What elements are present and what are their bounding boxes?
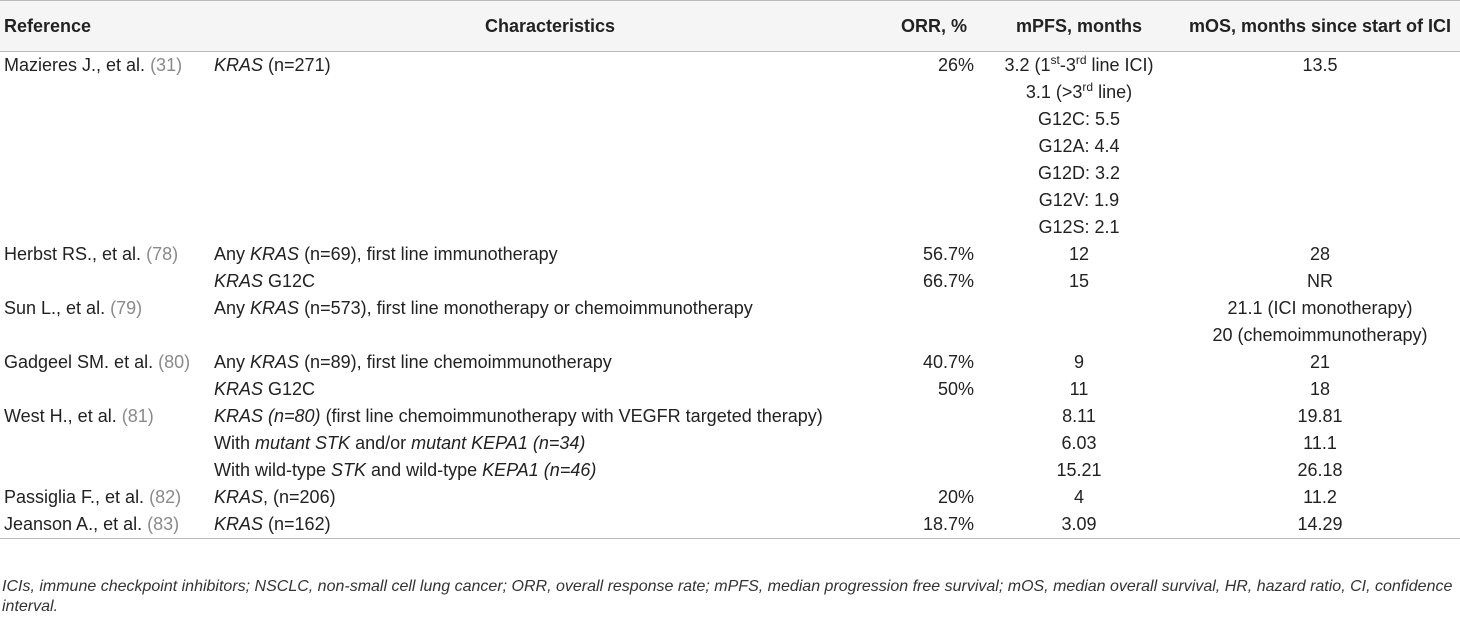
reference-author: Gadgeel SM. et al.	[4, 352, 154, 372]
cell-reference	[0, 376, 210, 403]
characteristics-text: (first line chemoimmunotherapy with VEGFR targeted therapy)	[320, 406, 823, 426]
cell-mos	[1180, 484, 1460, 511]
characteristics-text: With wild-type	[214, 460, 332, 480]
cell-orr: 18.7%	[890, 511, 978, 539]
mpfs-text: 9	[1073, 352, 1084, 372]
characteristics-text: G12C	[263, 271, 316, 291]
cell-characteristics	[210, 376, 890, 403]
table-row	[0, 403, 1460, 430]
mos-line: 18	[1309, 379, 1331, 399]
characteristics-text: KEPA1 (n=46)	[482, 460, 597, 480]
mpfs-text: 4	[1073, 487, 1084, 507]
cell-mos	[1180, 241, 1460, 268]
cell-mpfs	[978, 430, 1180, 457]
cell-mpfs	[978, 376, 1180, 403]
cell-reference	[0, 430, 210, 457]
mos-line: 19.81	[1297, 406, 1343, 426]
characteristics-text: G12C	[263, 379, 316, 399]
table-row	[0, 295, 1460, 349]
mpfs-text: G12D: 3.2	[1037, 163, 1121, 183]
characteristics-text: mutant STK	[255, 433, 351, 453]
mpfs-text: 11	[1069, 379, 1089, 399]
citation-link[interactable]: (82)	[149, 487, 182, 507]
mpfs-text: 3.2 (1	[1004, 55, 1051, 75]
cell-orr: 56.7%	[922, 244, 974, 264]
mos-line: 28	[1309, 244, 1331, 264]
mpfs-text: G12S: 2.1	[1038, 217, 1120, 237]
cell-characteristics	[210, 430, 890, 457]
cell-mpfs	[978, 457, 1180, 484]
cell-characteristics	[210, 403, 890, 430]
cell-characteristics	[210, 457, 890, 484]
mpfs-text: 3.09	[1061, 514, 1097, 534]
cell-orr: 20%	[937, 487, 974, 507]
characteristics-text: KRAS (n=80)	[214, 406, 321, 426]
cell-mos	[1180, 268, 1460, 295]
cell-orr	[890, 403, 978, 430]
mpfs-line	[982, 430, 1176, 457]
table-body	[0, 52, 1460, 539]
citation-link[interactable]: (80)	[158, 352, 191, 372]
cell-mpfs	[978, 295, 1180, 349]
citation-link[interactable]: (81)	[121, 406, 154, 426]
cell-characteristics	[210, 484, 890, 511]
characteristics-text: With	[214, 433, 256, 453]
table-footnote: ICIs, immune checkpoint inhibitors; NSCLC, non-small cell lung cancer; ORR, overall response rate; mPFS, median progression free survival; mOS, median overall survival, HR, hazard ratio, CI, confidence interval.	[2, 578, 1453, 615]
table-row	[0, 52, 1460, 242]
superscript: rd	[1082, 80, 1094, 94]
cell-orr	[890, 295, 978, 349]
mos-line: 21.1 (ICI monotherapy)	[1227, 298, 1413, 318]
mpfs-line	[982, 160, 1176, 187]
mos-line: 13.5	[1302, 55, 1338, 75]
reference-author: Herbst RS., et al.	[4, 244, 142, 264]
header-orr: ORR, %	[890, 1, 978, 52]
mos-line: 14.29	[1297, 514, 1343, 534]
characteristics-text: KRAS	[250, 352, 300, 372]
characteristics-text: KRAS	[250, 244, 300, 264]
mpfs-text: G12A: 4.4	[1038, 136, 1120, 156]
characteristics-text: KRAS	[214, 487, 264, 507]
cell-mpfs	[978, 52, 1180, 242]
header-mpfs: mPFS, months	[978, 1, 1180, 52]
mpfs-text: 3.1 (>3	[1025, 82, 1083, 102]
cell-mos	[1180, 376, 1460, 403]
characteristics-text: (n=89), first line chemoimmunotherapy	[299, 352, 612, 372]
cell-mos	[1180, 457, 1460, 484]
table-header-row	[0, 1, 1460, 52]
mpfs-line	[982, 106, 1176, 133]
cell-characteristics	[210, 349, 890, 376]
mpfs-line	[982, 52, 1176, 79]
table-row	[0, 484, 1460, 511]
cell-reference	[0, 52, 210, 242]
table-row	[0, 376, 1460, 403]
table-row	[0, 457, 1460, 484]
characteristics-text: (n=69), first line immunotherapy	[299, 244, 558, 264]
cell-reference	[0, 511, 210, 539]
cell-reference	[0, 295, 210, 349]
cell-orr: 50%	[937, 379, 974, 399]
characteristics-text: Any	[214, 244, 251, 264]
characteristics-text: Any	[214, 352, 251, 372]
cell-mpfs	[978, 349, 1180, 376]
header-characteristics: Characteristics	[210, 1, 890, 52]
characteristics-text: (n=271)	[263, 55, 331, 75]
citation-link[interactable]: (31)	[150, 55, 183, 75]
mpfs-text: G12V: 1.9	[1038, 190, 1120, 210]
cell-mos	[1180, 52, 1460, 242]
mpfs-line	[982, 241, 1176, 268]
mpfs-text: 6.03	[1061, 433, 1097, 453]
mpfs-line	[982, 268, 1176, 295]
characteristics-text: KRAS	[250, 298, 300, 318]
cell-orr	[890, 430, 978, 457]
mpfs-text: 8.11	[1062, 406, 1096, 426]
mpfs-text: -3	[1059, 55, 1076, 75]
citation-link[interactable]: (83)	[147, 514, 180, 534]
cell-orr: 26%	[937, 55, 974, 75]
characteristics-text: (n=573), first line monotherapy or chemoimmunotherapy	[299, 298, 753, 318]
characteristics-text: (n=162)	[263, 514, 331, 534]
characteristics-text: , (n=206)	[263, 487, 336, 507]
superscript: st	[1050, 53, 1060, 67]
cell-orr: 66.7%	[922, 271, 974, 291]
cell-orr: 40.7%	[922, 352, 974, 372]
mos-line: 20 (chemoimmunotherapy)	[1212, 325, 1428, 345]
reference-author: Jeanson A., et al.	[4, 514, 143, 534]
characteristics-text: KRAS	[214, 271, 264, 291]
mpfs-text: 15	[1068, 271, 1090, 291]
cell-reference	[0, 457, 210, 484]
cell-reference	[0, 268, 210, 295]
header-mos: mOS, months since start of ICI	[1180, 1, 1460, 52]
characteristics-text: mutant KEPA1 (n=34)	[411, 433, 586, 453]
reference-author: West H., et al.	[4, 406, 117, 426]
header-reference: Reference	[0, 1, 210, 52]
cell-characteristics	[210, 295, 890, 349]
cell-reference	[0, 241, 210, 268]
characteristics-text: KRAS	[214, 514, 264, 534]
cell-mpfs	[978, 511, 1180, 539]
cell-orr	[890, 457, 978, 484]
mpfs-text: G12C: 5.5	[1037, 109, 1121, 129]
cell-mos	[1180, 511, 1460, 539]
mpfs-line	[982, 214, 1176, 241]
mpfs-line	[982, 376, 1176, 403]
superscript: rd	[1075, 53, 1087, 67]
cell-mos	[1180, 403, 1460, 430]
mpfs-text: line ICI)	[1086, 55, 1154, 75]
cell-reference	[0, 403, 210, 430]
cell-characteristics	[210, 241, 890, 268]
mpfs-text: line)	[1093, 82, 1133, 102]
mpfs-text: 12	[1068, 244, 1090, 264]
cell-mos	[1180, 430, 1460, 457]
mos-line: NR	[1307, 271, 1333, 291]
cell-mpfs	[978, 268, 1180, 295]
cell-characteristics	[210, 511, 890, 539]
characteristics-text: KRAS	[214, 379, 264, 399]
characteristics-text: STK	[331, 460, 367, 480]
cell-reference	[0, 484, 210, 511]
table-row	[0, 268, 1460, 295]
cell-mpfs	[978, 403, 1180, 430]
mpfs-line	[982, 403, 1176, 430]
characteristics-text: and wild-type	[366, 460, 483, 480]
mpfs-line	[982, 187, 1176, 214]
mpfs-line	[982, 484, 1176, 511]
cell-mpfs	[978, 484, 1180, 511]
mpfs-line	[982, 349, 1176, 376]
mos-line: 26.18	[1297, 460, 1343, 480]
cell-mpfs	[978, 241, 1180, 268]
characteristics-text: and/or	[350, 433, 412, 453]
mpfs-line	[982, 79, 1176, 106]
reference-author: Sun L., et al.	[4, 298, 106, 318]
table-row	[0, 511, 1460, 539]
citation-link[interactable]: (79)	[110, 298, 143, 318]
table-row	[0, 430, 1460, 457]
cell-characteristics	[210, 52, 890, 242]
mos-line: 11.1	[1303, 433, 1337, 453]
mpfs-line	[982, 457, 1176, 484]
table-row	[0, 241, 1460, 268]
mos-line: 11.2	[1303, 487, 1337, 507]
cell-mos	[1180, 349, 1460, 376]
citation-link[interactable]: (78)	[146, 244, 179, 264]
table-row	[0, 349, 1460, 376]
mpfs-line	[982, 133, 1176, 160]
mpfs-text: 15.21	[1056, 460, 1102, 480]
cell-reference	[0, 349, 210, 376]
mpfs-line	[982, 511, 1176, 538]
reference-author: Mazieres J., et al.	[4, 55, 146, 75]
cell-characteristics	[210, 268, 890, 295]
reference-author: Passiglia F., et al.	[4, 487, 145, 507]
characteristics-text: KRAS	[214, 55, 264, 75]
characteristics-text: Any	[214, 298, 251, 318]
mos-line: 21	[1309, 352, 1331, 372]
cell-mos	[1180, 295, 1460, 349]
